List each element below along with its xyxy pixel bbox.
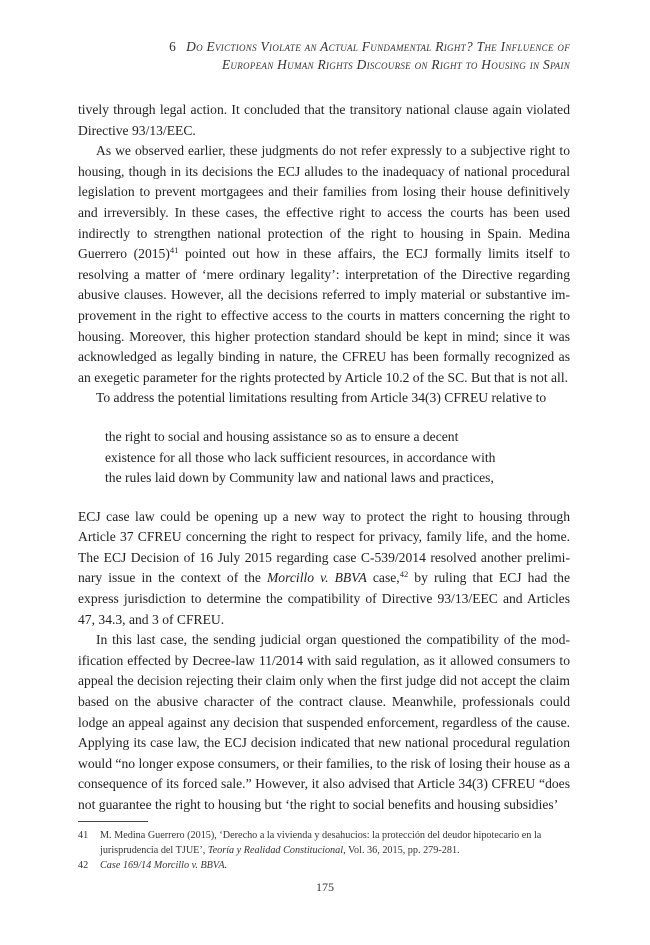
footnotes [78,828,570,873]
running-title-line-1: Do Evictions Violate an Actual Fundamental Right? The Influence of [186,39,570,54]
paragraph-1: tively through legal action. It concluded that the transitory national clause again violated Directive 93/13/EEC. [78,102,570,138]
footnote-number: 41 [78,830,89,841]
footnote-ref-42[interactable]: 42 [399,569,409,580]
page-number: 175 [316,880,334,894]
footnote-text: Case 169/14 Morcillo v. BBVA. [100,860,228,871]
paragraph-4 [78,507,570,631]
journal-title: Teoría y Realidad Constitucional [207,845,344,856]
running-header [110,38,570,74]
footnote-text [100,828,570,858]
footnote-text-b: , Vol. 36, 2015, pp. 279-281. [343,845,460,856]
paragraph-4-text-b: case, [366,570,400,586]
paragraph-3: To address the potential limitations resulting from Article 34(3) CFREU relative to [96,390,547,406]
body-text [78,100,570,816]
paragraph-4-text-a: ECJ case law could be opening up a new way to protect the right to housing through Article 37 CFREU concerning the right to respect for privacy, family life, and the home. The ECJ Decision of 16 July 2015 regarding case C-539/2014 resolved another preliminary issue in the context of the [78,508,570,586]
footnote-number: 42 [78,860,89,871]
footnote-divider [78,821,148,822]
footnote-41 [78,828,570,858]
paragraph-2-text-b: pointed out how in these affairs, the ECJ formally limits itself to resolving a matter of ‘mere ordinary legality’: interpretation of the Directive regarding abusive clauses. However, all the decisions referred to imply material or substantive improvement in the right to effective access to the courts in matters concerning the right to housing. Moreover, this higher protection standard should be kept in mind; since it was acknowledged as legally binding in nature, the CFREU has been formally recognized as an exegetic parameter for the rights protected by Article 10.2 of the SC. But that is not all. [78,246,570,385]
paragraph-2-text-a: As we observed earlier, these judgments do not refer expressly to a subjective right to housing, though in its decisions the ECJ alludes to the inadequacy of national procedural legislation to prevent mortgagees and their families from losing their house definitively and irreversibly. In these cases, the effective right to access the courts has been used indirectly to strengthen national protection of the right to housing in Spain. Medina Guerrero (2015) [78,143,570,262]
footnote-ref-41[interactable]: 41 [169,245,179,256]
chapter-number: 6 [169,39,177,54]
block-quote: the right to social and housing assistance so as to ensure a decent existence for all those who lack sufficient resources, in accordance with the rules laid down by Community law and national laws and practices, [105,428,496,486]
paragraph-4-text-c: by ruling that ECJ had the express jurisdiction to determine the compatibility of Directive 93/13/EEC and Articles 47, 34.3, and 3 of CFREU. [78,570,570,627]
footnote-42 [78,858,570,873]
running-title-line-2: European Human Rights Discourse on Right to Housing in Spain [221,57,570,72]
footnote-text-a: M. Medina Guerrero (2015), ‘Derecho a la vivienda y desahucios: la protección del deudor hipotecario en la jurisprudencia del TJUE’, [100,830,542,856]
paragraph-5: In this last case, the sending judicial organ questioned the compatibility of the modification effected by Decree-law 11/2014 with said regulation, as it allowed consumers to appeal the decision rejecting their claim only when the first judge did not accept the claim based on the abusive character of the contract clause. Meanwhile, professionals could lodge an appeal against any decision that suspended enforcement, regardless of the cause. Applying its case law, the ECJ decision indicated that new national procedural regulation would “no longer expose consumers, or their families, to the risk of losing their house as a consequence of its forced sale.” However, it also advised that Article 34(3) CFREU “does not guarantee the right to housing but ‘the right to social benefits and housing subsidies’ [78,632,570,812]
case-name: Morcillo v. BBVA [266,570,367,586]
paragraph-2 [78,141,570,388]
